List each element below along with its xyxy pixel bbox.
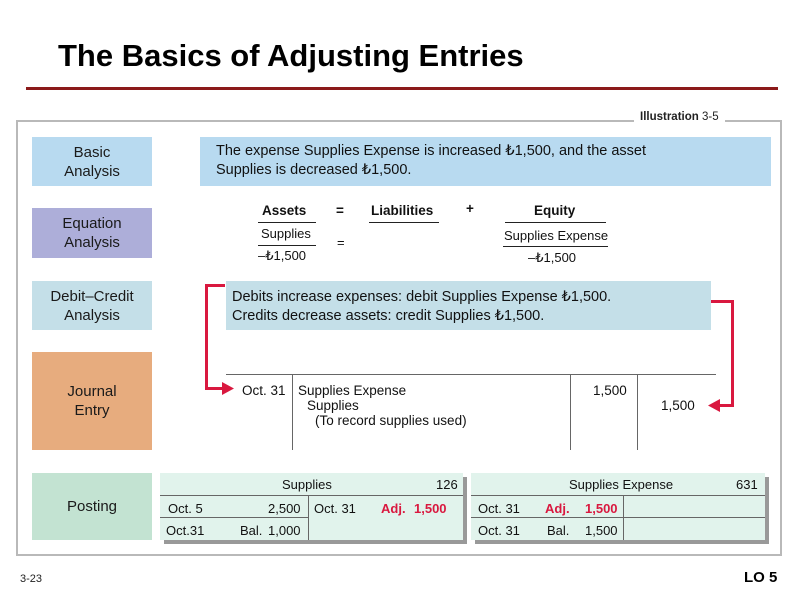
supplies-balance-amount: 1,000 bbox=[268, 523, 301, 538]
equation-liabilities-heading: Liabilities bbox=[371, 203, 434, 218]
basic-analysis-label: Basic Analysis bbox=[32, 137, 152, 186]
debit-credit-text: Debits increase expenses: debit Supplies Expense ₺1,500. Credits decrease assets: credit Supplies ₺1,500. bbox=[226, 281, 711, 330]
equation-left-amount: –₺1,500 bbox=[258, 248, 307, 263]
equity-underline bbox=[505, 222, 606, 223]
equation-analysis-label: Equation Analysis bbox=[32, 208, 152, 258]
supplies-expense-balance-amount: 1,500 bbox=[585, 523, 618, 538]
supplies-expense-header-rule bbox=[471, 495, 765, 496]
journal-top-rule bbox=[226, 374, 716, 375]
supplies-expense-adj-amount: 1,500 bbox=[585, 501, 618, 516]
right-account-underline bbox=[503, 246, 608, 247]
left-arrow-head-icon bbox=[222, 382, 234, 395]
illustration-number: 3-5 bbox=[701, 111, 719, 123]
learning-objective: LO 5 bbox=[744, 569, 778, 586]
debit-credit-analysis-label: Debit–Credit Analysis bbox=[32, 281, 152, 330]
supplies-expense-mid-rule bbox=[471, 517, 765, 518]
right-arrow-head-icon bbox=[708, 399, 720, 412]
equation-right-amount: –₺1,500 bbox=[528, 250, 577, 265]
liabilities-underline bbox=[369, 222, 439, 223]
journal-credit-account: Supplies bbox=[307, 398, 359, 413]
right-connector-bottom bbox=[718, 404, 734, 407]
supplies-account-number: 126 bbox=[436, 477, 458, 492]
journal-debit-account: Supplies Expense bbox=[298, 383, 407, 398]
right-connector-vertical bbox=[731, 300, 734, 407]
slide-number: 3-23 bbox=[20, 573, 43, 585]
supplies-balance-date: Oct.31 bbox=[166, 523, 205, 538]
supplies-credit-adj-label: Adj. bbox=[381, 501, 406, 516]
journal-explanation: (To record supplies used) bbox=[315, 413, 467, 428]
supplies-expense-debit-date: Oct. 31 bbox=[478, 501, 520, 516]
posting-label: Posting bbox=[32, 473, 152, 540]
supplies-credit-date: Oct. 31 bbox=[314, 501, 356, 516]
illustration-label-text: Illustration bbox=[640, 111, 699, 123]
page-title: The Basics of Adjusting Entries bbox=[58, 38, 524, 73]
equation-equity-heading: Equity bbox=[534, 203, 576, 218]
journal-debit-column-rule bbox=[570, 374, 571, 450]
supplies-debit-amount: 2,500 bbox=[268, 501, 301, 516]
supplies-t-account bbox=[160, 473, 463, 540]
supplies-expense-balance-label: Bal. bbox=[547, 523, 570, 538]
journal-date-column-rule bbox=[292, 374, 293, 450]
basic-analysis-text: The expense Supplies Expense is increased ₺1,500, and the asset Supplies is decreased ₺1,500. bbox=[200, 137, 771, 186]
journal-entry-label: Journal Entry bbox=[32, 352, 152, 450]
supplies-expense-account-number: 631 bbox=[736, 477, 758, 492]
equation-equals-sign: = bbox=[336, 203, 344, 218]
supplies-header-rule bbox=[160, 495, 463, 496]
supplies-expense-account-name: Supplies Expense bbox=[569, 477, 674, 492]
supplies-center-rule bbox=[308, 495, 309, 540]
equation-assets-heading: Assets bbox=[262, 203, 307, 218]
assets-underline bbox=[258, 222, 316, 223]
supplies-expense-balance-date: Oct. 31 bbox=[478, 523, 520, 538]
equation-mid-equals: = bbox=[337, 235, 345, 250]
journal-credit-column-rule bbox=[637, 374, 638, 450]
journal-debit-amount: 1,500 bbox=[593, 383, 627, 398]
supplies-account-name: Supplies bbox=[282, 477, 332, 492]
journal-credit-amount: 1,500 bbox=[661, 398, 695, 413]
supplies-credit-adj-amount: 1,500 bbox=[414, 501, 447, 516]
left-connector-vertical bbox=[205, 284, 208, 390]
supplies-expense-t-account bbox=[471, 473, 765, 540]
equation-plus-sign: + bbox=[466, 201, 474, 216]
supplies-expense-adj-label: Adj. bbox=[545, 501, 570, 516]
equation-right-account: Supplies Expense bbox=[504, 228, 609, 243]
illustration-label bbox=[634, 111, 725, 123]
equation-left-account: Supplies bbox=[261, 226, 311, 241]
supplies-debit-date: Oct. 5 bbox=[168, 501, 203, 516]
supplies-left-mid-rule bbox=[160, 517, 308, 518]
supplies-balance-label: Bal. bbox=[240, 523, 263, 538]
left-connector-top bbox=[205, 284, 225, 287]
title-divider bbox=[26, 87, 778, 90]
journal-date: Oct. 31 bbox=[242, 383, 286, 398]
left-account-underline bbox=[258, 245, 316, 246]
